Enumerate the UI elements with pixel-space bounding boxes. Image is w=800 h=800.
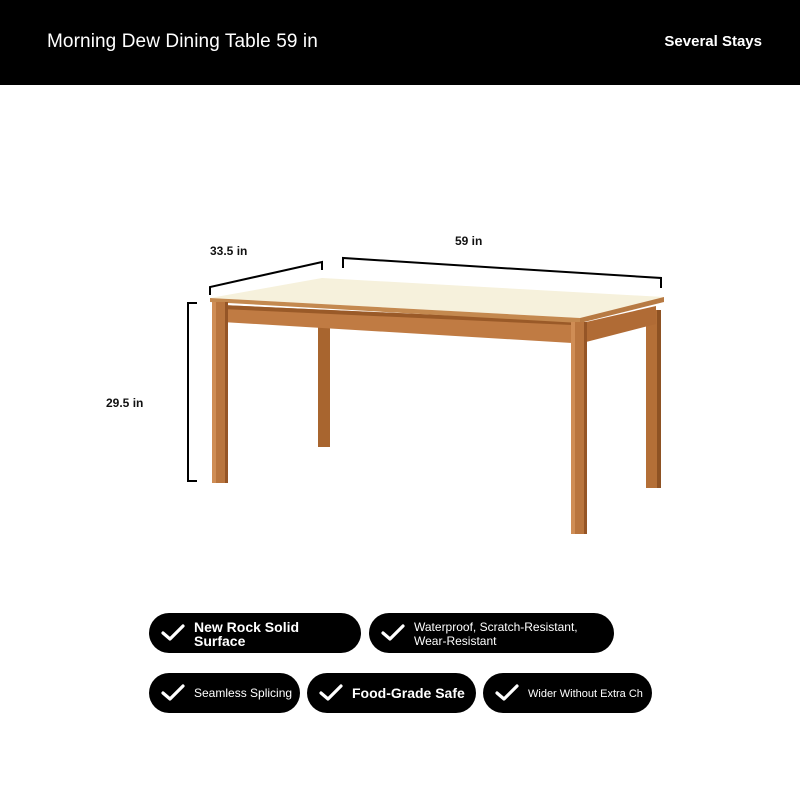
feature-badge-wider — [483, 673, 652, 713]
feature-badge-food-grade — [307, 673, 476, 713]
feature-label: Food-Grade Safe — [352, 685, 465, 701]
back-left-leg — [318, 315, 330, 447]
page-title: Morning Dew Dining Table 59 in — [47, 31, 318, 52]
feature-label: Seamless Splicing — [194, 686, 293, 700]
feature-badge-waterproof — [369, 613, 614, 653]
height-dimension-line — [188, 303, 197, 481]
feature-label: Waterproof, Scratch-Resistant, Wear-Resistant — [414, 620, 578, 648]
feature-label: New Rock Solid Surface — [194, 619, 300, 649]
check-icon — [494, 684, 520, 702]
feature-badge-rock-surface — [149, 613, 361, 653]
brand-name: Several Stays — [664, 33, 762, 50]
header-bar — [0, 0, 800, 85]
check-icon — [318, 684, 344, 702]
check-icon — [160, 684, 186, 702]
dining-table-image — [0, 85, 800, 585]
check-icon — [160, 624, 186, 642]
check-icon — [380, 624, 406, 642]
width-dimension-label: 59 in — [455, 234, 483, 248]
height-dimension-label: 29.5 in — [106, 396, 144, 410]
depth-dimension-label: 33.5 in — [210, 244, 248, 258]
feature-badge-seamless — [149, 673, 300, 713]
feature-label: Wider Without Extra Ch — [528, 688, 643, 700]
